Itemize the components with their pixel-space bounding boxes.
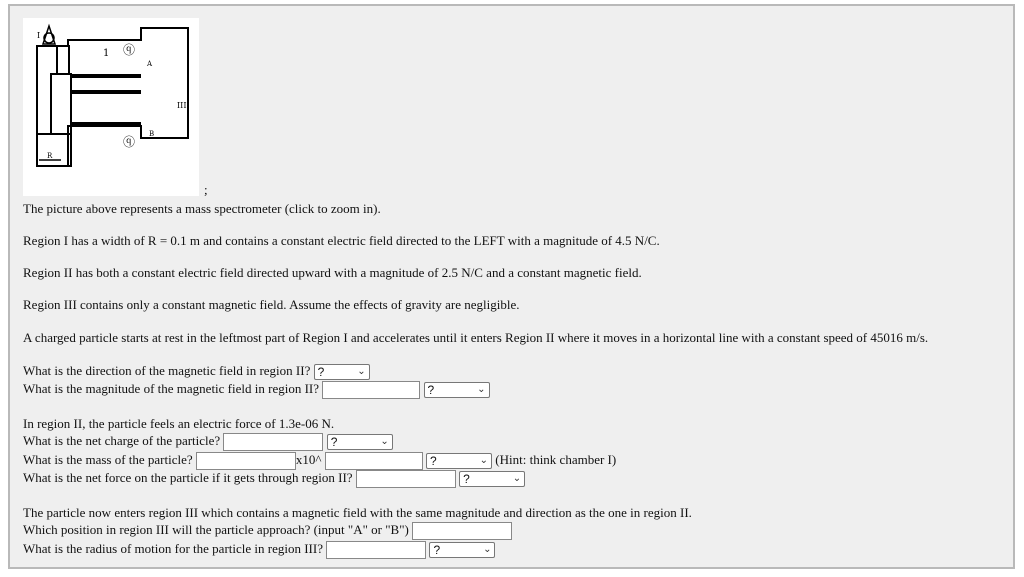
direction-select-value: ? <box>317 365 325 380</box>
direction-select[interactable] <box>314 364 370 380</box>
mass-unit-value: ? <box>430 454 437 469</box>
mass-exponent-input[interactable] <box>325 452 423 470</box>
mass-hint: (Hint: think chamber I) <box>495 452 617 467</box>
net-force-unit-select[interactable] <box>459 471 525 487</box>
question-mass-label: What is the mass of the particle? <box>23 452 193 467</box>
charge-input[interactable] <box>223 433 323 451</box>
charge-unit-value: ? <box>330 435 338 450</box>
label-r: R <box>47 152 53 160</box>
label-point-b: B <box>149 130 155 138</box>
chevron-down-icon: ⌄ <box>477 384 486 396</box>
question-charge-label: What is the net charge of the particle? <box>23 433 221 448</box>
charge-symbol-top: ⓠ <box>123 43 136 57</box>
chamber-outline <box>37 28 188 166</box>
caption-semicolon: ; <box>204 182 208 197</box>
radius-input[interactable] <box>326 541 426 559</box>
net-force-input[interactable] <box>356 470 456 488</box>
question-direction-label: What is the direction of the magnetic field in region II? <box>23 363 311 378</box>
magnitude-unit-select[interactable] <box>424 382 490 398</box>
charge-unit-select[interactable] <box>327 434 393 450</box>
region-one-box <box>57 46 69 74</box>
paragraph-region-three: Region III contains only a constant magnetic field. Assume the effects of gravity are negligible. <box>23 297 520 312</box>
question-panel <box>8 4 1015 569</box>
paragraph-enters-region-three: The particle now enters region III which contains a magnetic field with the same magnitude and direction as the one in region II. <box>23 505 692 520</box>
label-charge-top: 1 <box>103 48 110 59</box>
upper-plate <box>71 74 141 78</box>
question-magnitude-label: What is the magnitude of the magnetic field in region II? <box>23 381 320 396</box>
chevron-down-icon: ⌄ <box>479 455 489 467</box>
charge-symbol-bottom: ⓠ <box>123 135 136 149</box>
lower-plate <box>71 122 141 126</box>
paragraph-intro: The picture above represents a mass spectrometer (click to zoom in). <box>23 201 381 216</box>
position-input[interactable] <box>412 522 512 540</box>
mass-exponent-label: x10^ <box>295 452 322 467</box>
label-region-one: I <box>37 31 41 40</box>
magnitude-input[interactable] <box>322 381 420 399</box>
middle-plate <box>71 90 141 94</box>
chevron-down-icon: ⌄ <box>357 366 366 378</box>
bottom-box <box>37 134 71 166</box>
chevron-down-icon: ⌄ <box>512 473 522 485</box>
question-magnitude-row <box>23 381 490 399</box>
question-direction-row <box>23 363 370 380</box>
mass-spectrometer-diagram[interactable] <box>23 18 199 196</box>
label-point-a: A <box>147 60 153 68</box>
question-position-label: Which position in region III will the particle approach? (input "A" or "B") <box>23 522 409 537</box>
diagram-svg <box>23 18 199 196</box>
question-net-force-row <box>23 470 525 488</box>
question-radius-row <box>23 541 495 559</box>
question-mass-row <box>23 452 616 470</box>
label-region-three: III <box>177 101 187 110</box>
mass-input[interactable] <box>196 452 296 470</box>
question-charge-row <box>23 433 393 451</box>
question-radius-label: What is the radius of motion for the particle in region III? <box>23 541 323 556</box>
mass-unit-select[interactable] <box>426 453 492 469</box>
paragraph-region-two: Region II has both a constant electric field directed upward with a magnitude of 2.5 N/C and a constant magnetic field. <box>23 265 642 280</box>
radius-unit-select[interactable] <box>429 542 495 558</box>
question-position-row <box>23 522 512 540</box>
chevron-down-icon: ⌄ <box>483 544 492 556</box>
radius-unit-value: ? <box>433 543 441 558</box>
paragraph-region-one: Region I has a width of R = 0.1 m and contains a constant electric field directed to the LEFT with a magnitude of 4.5 N/C. <box>23 233 660 248</box>
question-net-force-label: What is the net force on the particle if it gets through region II? <box>23 470 353 485</box>
paragraph-particle: A charged particle starts at rest in the leftmost part of Region I and accelerates until it enters Region II where it moves in a horizontal line with a constant speed of 45016 m/s. <box>23 330 929 345</box>
magnitude-unit-value: ? <box>427 383 435 398</box>
paragraph-force-info: In region II, the particle feels an electric force of 1.3e-06 N. <box>23 416 335 431</box>
chevron-down-icon: ⌄ <box>380 436 389 448</box>
net-force-unit-value: ? <box>463 472 470 487</box>
